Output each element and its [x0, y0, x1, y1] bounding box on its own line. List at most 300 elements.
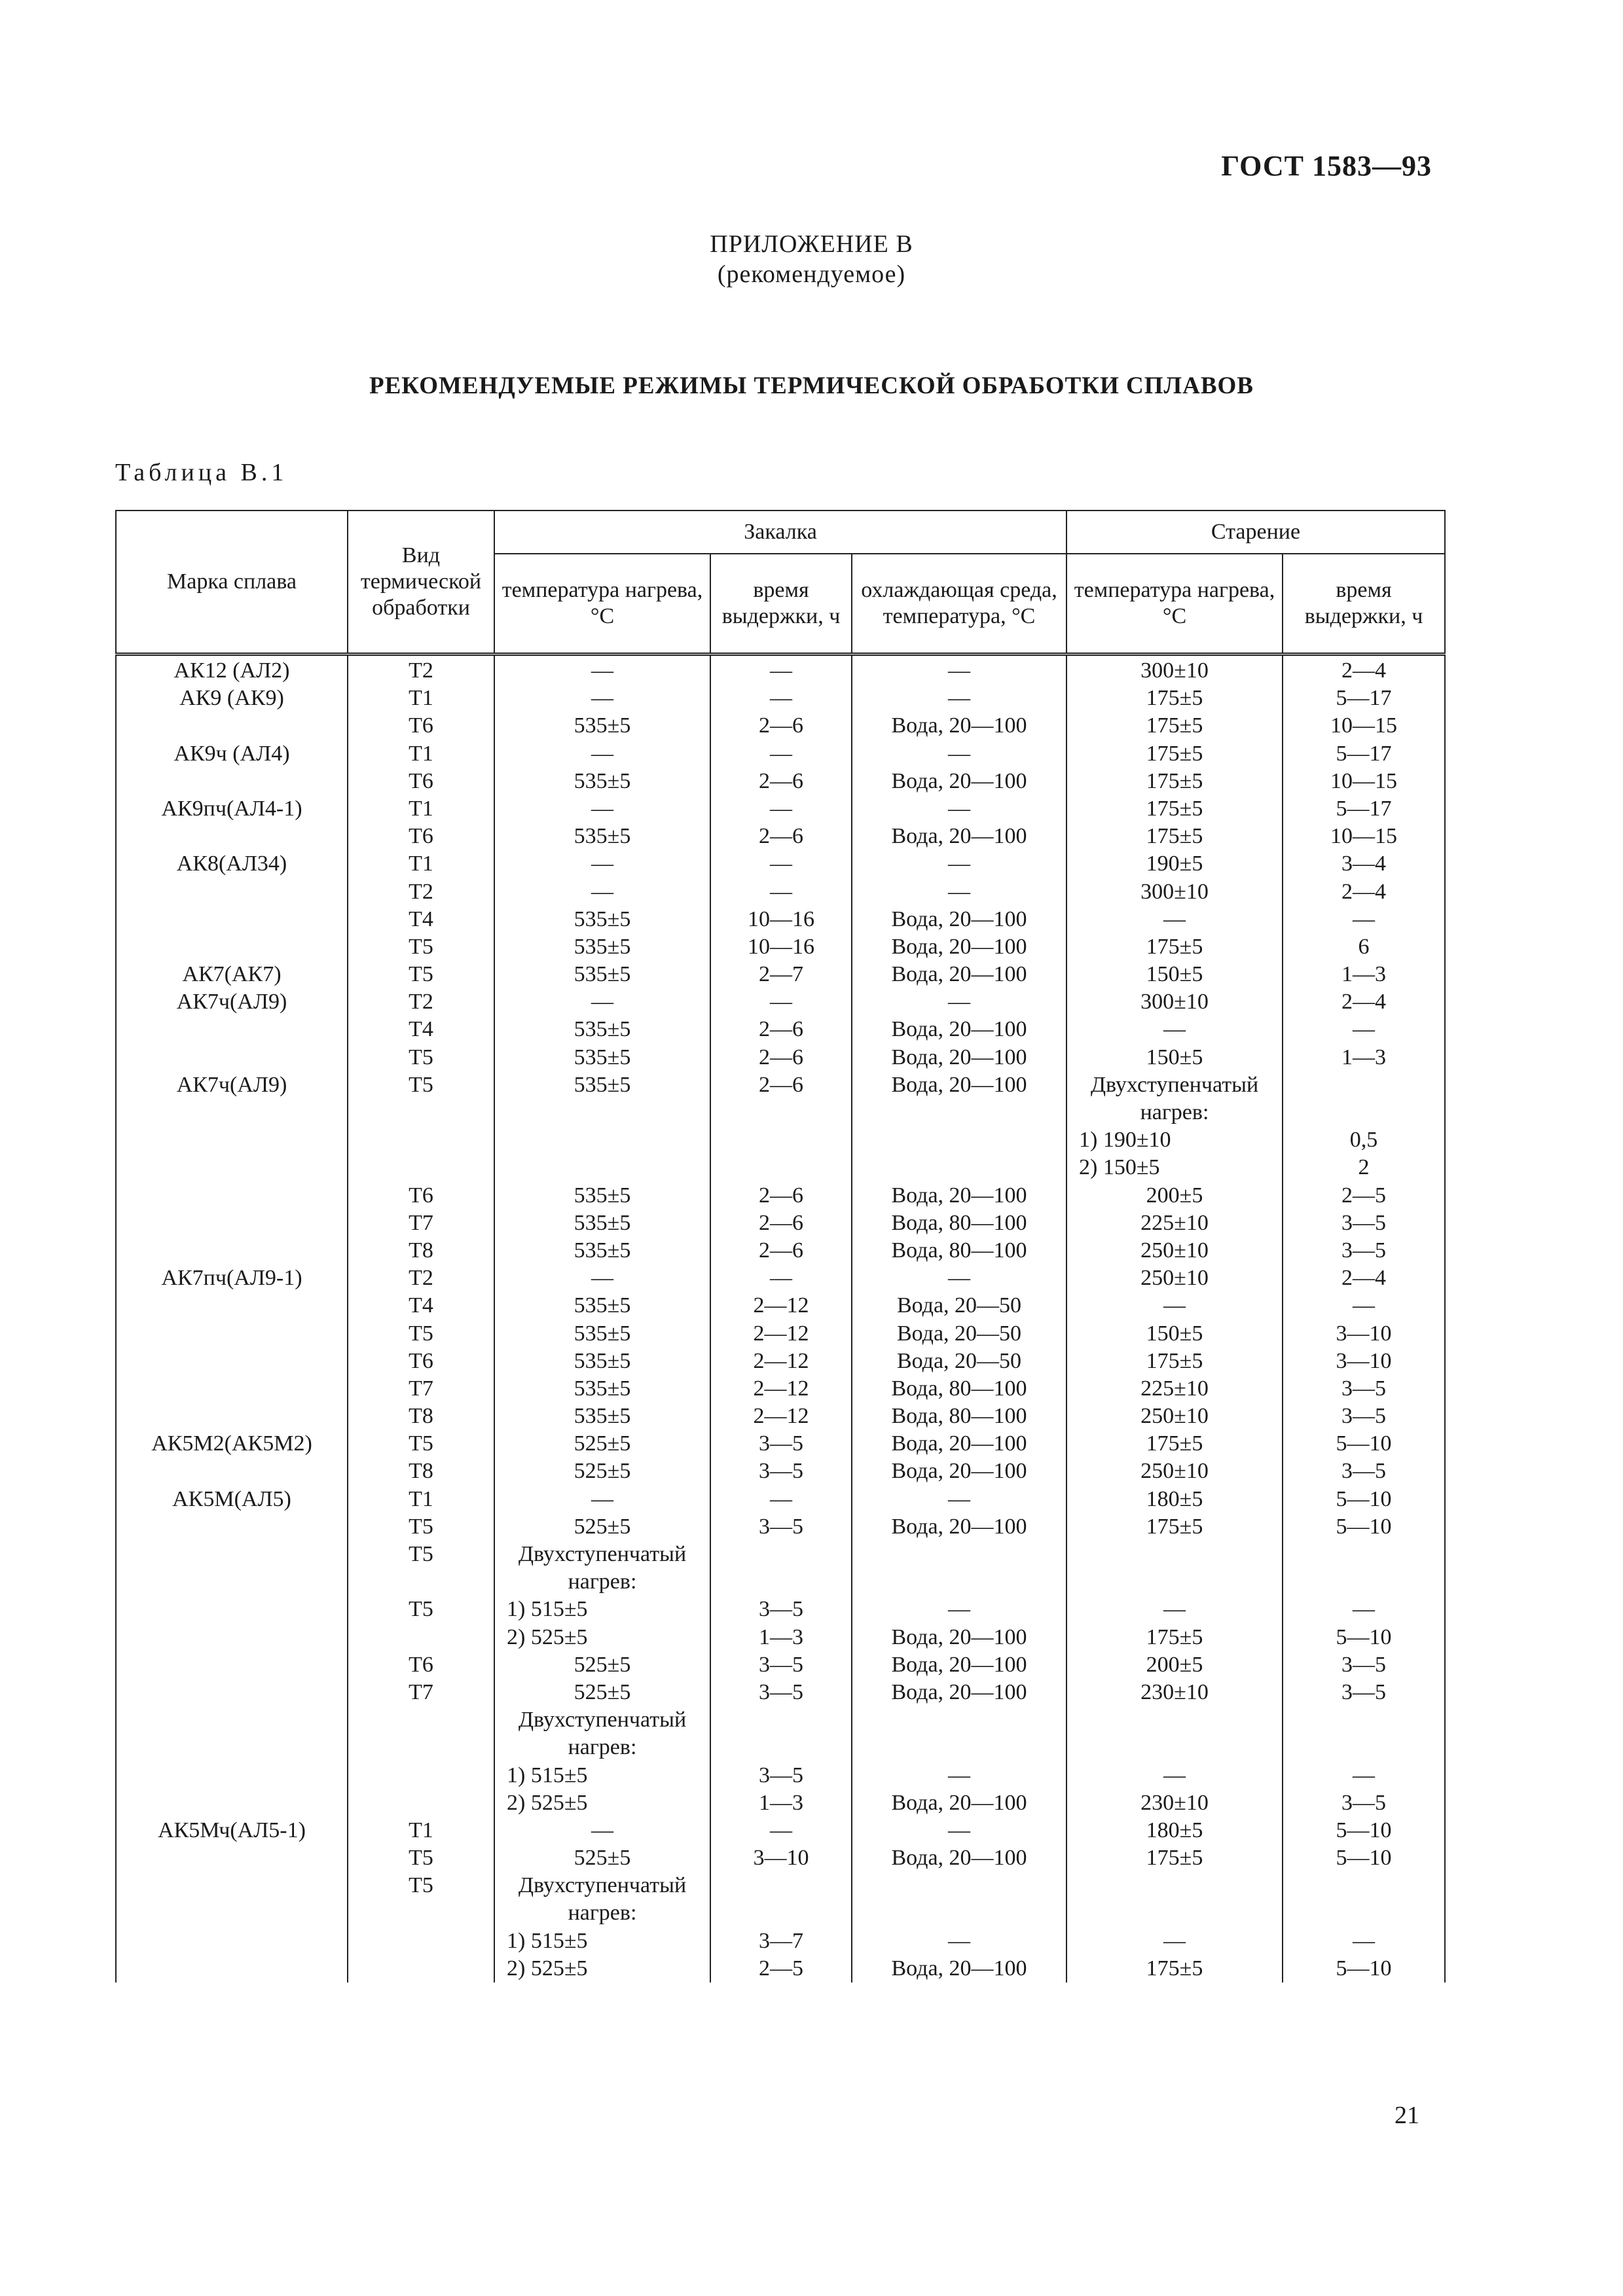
aging-temp-cell: 225±10 — [1067, 1375, 1283, 1403]
alloy-cell — [116, 823, 348, 850]
table-row — [116, 1403, 1445, 1430]
alloy-cell: АК9пч(АЛ4-1) — [116, 795, 348, 823]
treatment-cell: Т2 — [348, 988, 494, 1016]
quench-temp-cell: 525±5 — [494, 1679, 710, 1706]
alloy-cell — [116, 1099, 348, 1126]
table-row — [116, 1899, 1445, 1927]
aging-time-cell: 0,5 — [1283, 1126, 1445, 1154]
aging-temp-cell: 230±10 — [1067, 1679, 1283, 1706]
quench-medium-cell: — — [852, 740, 1067, 768]
treatment-cell: Т2 — [348, 878, 494, 906]
aging-temp-cell: 175±5 — [1067, 740, 1283, 768]
aging-temp-cell: 180±5 — [1067, 1817, 1283, 1844]
quench-temp-cell: нагрев: — [494, 1899, 710, 1927]
quench-medium-cell: Вода, 20—50 — [852, 1292, 1067, 1319]
treatment-cell: Т7 — [348, 1679, 494, 1706]
quench-temp-cell: 535±5 — [494, 1016, 710, 1043]
quench-temp-cell: 2) 525±5 — [494, 1789, 710, 1817]
aging-temp-cell: 150±5 — [1067, 1044, 1283, 1071]
alloy-cell — [116, 1872, 348, 1899]
treatment-cell: Т6 — [348, 768, 494, 795]
alloy-cell — [116, 1762, 348, 1789]
alloy-cell — [116, 1789, 348, 1817]
quench-medium-cell: — — [852, 1486, 1067, 1513]
alloy-cell — [116, 768, 348, 795]
quench-time-cell: 1—3 — [710, 1789, 852, 1817]
quench-medium-cell: Вода, 20—100 — [852, 712, 1067, 740]
quench-time-cell — [710, 1872, 852, 1899]
aging-time-cell: — — [1283, 1016, 1445, 1043]
aging-temp-cell: 200±5 — [1067, 1182, 1283, 1210]
quench-time-cell: 2—6 — [710, 1237, 852, 1265]
table-row — [116, 1624, 1445, 1651]
aging-temp-cell: 175±5 — [1067, 768, 1283, 795]
aging-time-cell — [1283, 1071, 1445, 1099]
aging-time-cell: 3—10 — [1283, 1320, 1445, 1348]
aging-time-cell: 10—15 — [1283, 712, 1445, 740]
quench-temp-cell: Двухступенчатый — [494, 1541, 710, 1568]
aging-time-cell: 5—10 — [1283, 1955, 1445, 1982]
aging-temp-cell: 225±10 — [1067, 1210, 1283, 1237]
alloy-cell: АК8(АЛ34) — [116, 850, 348, 878]
alloy-cell — [116, 1955, 348, 1982]
quench-temp-cell: 535±5 — [494, 1182, 710, 1210]
quench-medium-cell: Вода, 20—100 — [852, 1016, 1067, 1043]
heat-treatment-table — [115, 510, 1446, 1982]
page-title: РЕКОМЕНДУЕМЫЕ РЕЖИМЫ ТЕРМИЧЕСКОЙ ОБРАБОТКИ СПЛАВОВ — [369, 372, 1254, 399]
quench-temp-cell: — — [494, 655, 710, 685]
quench-temp-cell: 525±5 — [494, 1513, 710, 1541]
alloy-cell: АК9 (АК9) — [116, 685, 348, 712]
treatment-cell: Т8 — [348, 1237, 494, 1265]
treatment-cell: Т2 — [348, 1265, 494, 1292]
aging-temp-cell: — — [1067, 1596, 1283, 1623]
quench-medium-cell — [852, 1099, 1067, 1126]
alloy-cell — [116, 1734, 348, 1761]
aging-time-cell: — — [1283, 906, 1445, 933]
aging-temp-cell: 200±5 — [1067, 1651, 1283, 1679]
treatment-cell — [348, 1154, 494, 1181]
aging-time-cell: 3—5 — [1283, 1458, 1445, 1485]
table-row — [116, 1016, 1445, 1043]
quench-temp-cell: 535±5 — [494, 1375, 710, 1403]
alloy-cell — [116, 1348, 348, 1375]
alloy-cell — [116, 1375, 348, 1403]
table-row — [116, 1789, 1445, 1817]
alloy-cell — [116, 1844, 348, 1872]
treatment-cell: Т5 — [348, 1541, 494, 1568]
aging-temp-cell — [1067, 1872, 1283, 1899]
quench-medium-cell: — — [852, 1265, 1067, 1292]
alloy-cell — [116, 906, 348, 933]
aging-temp-cell: 175±5 — [1067, 933, 1283, 961]
appendix-heading — [0, 229, 1623, 289]
treatment-cell: Т5 — [348, 1430, 494, 1458]
quench-medium-cell: Вода, 20—100 — [852, 1071, 1067, 1099]
quench-temp-cell: — — [494, 878, 710, 906]
aging-temp-cell — [1067, 1706, 1283, 1734]
header-treatment: Вид термической обработки — [348, 511, 494, 655]
table-row — [116, 1679, 1445, 1706]
aging-temp-cell: 175±5 — [1067, 1513, 1283, 1541]
header-alloy: Марка сплава — [116, 511, 348, 655]
table-row — [116, 823, 1445, 850]
quench-time-cell: 2—12 — [710, 1348, 852, 1375]
aging-time-cell: — — [1283, 1596, 1445, 1623]
quench-time-cell: 3—10 — [710, 1844, 852, 1872]
quench-time-cell — [710, 1706, 852, 1734]
quench-time-cell: 2—12 — [710, 1292, 852, 1319]
aging-time-cell — [1283, 1734, 1445, 1761]
quench-temp-cell: Двухступенчатый — [494, 1872, 710, 1899]
treatment-cell: Т2 — [348, 655, 494, 685]
aging-temp-cell: — — [1067, 1928, 1283, 1955]
quench-time-cell: 2—7 — [710, 961, 852, 988]
alloy-cell — [116, 1044, 348, 1071]
quench-medium-cell: Вода, 20—100 — [852, 1513, 1067, 1541]
treatment-cell: Т4 — [348, 1292, 494, 1319]
quench-time-cell: 2—6 — [710, 768, 852, 795]
alloy-cell — [116, 1182, 348, 1210]
treatment-cell: Т4 — [348, 1016, 494, 1043]
quench-time-cell: — — [710, 1817, 852, 1844]
aging-temp-cell: 175±5 — [1067, 685, 1283, 712]
table-row — [116, 850, 1445, 878]
aging-time-cell: 2—4 — [1283, 655, 1445, 685]
aging-time-cell: 5—10 — [1283, 1817, 1445, 1844]
document-code: ГОСТ 1583—93 — [1221, 150, 1432, 182]
aging-time-cell: 5—10 — [1283, 1624, 1445, 1651]
alloy-cell — [116, 1568, 348, 1596]
treatment-cell — [348, 1568, 494, 1596]
table-row — [116, 1734, 1445, 1761]
quench-temp-cell: 535±5 — [494, 1403, 710, 1430]
aging-time-cell — [1283, 1899, 1445, 1927]
aging-temp-cell: 175±5 — [1067, 1348, 1283, 1375]
treatment-cell: Т6 — [348, 712, 494, 740]
quench-temp-cell: 2) 525±5 — [494, 1955, 710, 1982]
table-row — [116, 906, 1445, 933]
quench-time-cell: — — [710, 1486, 852, 1513]
aging-temp-cell — [1067, 1568, 1283, 1596]
aging-time-cell: 3—5 — [1283, 1403, 1445, 1430]
alloy-cell: АК5Мч(АЛ5-1) — [116, 1817, 348, 1844]
table-row — [116, 1182, 1445, 1210]
aging-time-cell: 2—4 — [1283, 878, 1445, 906]
quench-medium-cell: Вода, 20—100 — [852, 906, 1067, 933]
aging-temp-cell: 175±5 — [1067, 1430, 1283, 1458]
aging-temp-cell: Двухступенчатый — [1067, 1071, 1283, 1099]
aging-temp-cell: 250±10 — [1067, 1458, 1283, 1485]
alloy-cell — [116, 878, 348, 906]
quench-medium-cell — [852, 1706, 1067, 1734]
treatment-cell: Т5 — [348, 1844, 494, 1872]
header-aging-temp: температура нагрева, °С — [1067, 554, 1283, 655]
quench-temp-cell: 535±5 — [494, 1210, 710, 1237]
aging-time-cell: 10—15 — [1283, 768, 1445, 795]
treatment-cell: Т6 — [348, 823, 494, 850]
quench-temp-cell: — — [494, 740, 710, 768]
table-row — [116, 1154, 1445, 1181]
quench-temp-cell: 535±5 — [494, 712, 710, 740]
table-row — [116, 1568, 1445, 1596]
quench-medium-cell: — — [852, 878, 1067, 906]
treatment-cell: Т1 — [348, 740, 494, 768]
table-row — [116, 1348, 1445, 1375]
quench-medium-cell — [852, 1154, 1067, 1181]
aging-temp-cell: 230±10 — [1067, 1789, 1283, 1817]
alloy-cell — [116, 1928, 348, 1955]
treatment-cell: Т5 — [348, 961, 494, 988]
table-row — [116, 1099, 1445, 1126]
aging-temp-cell — [1067, 1734, 1283, 1761]
quench-temp-cell: — — [494, 1817, 710, 1844]
aging-time-cell — [1283, 1541, 1445, 1568]
alloy-cell — [116, 1651, 348, 1679]
quench-time-cell: 3—5 — [710, 1513, 852, 1541]
alloy-cell: АК12 (АЛ2) — [116, 655, 348, 685]
quench-time-cell: 3—5 — [710, 1458, 852, 1485]
treatment-cell: Т5 — [348, 1872, 494, 1899]
aging-temp-cell: нагрев: — [1067, 1099, 1283, 1126]
table-row — [116, 1955, 1445, 1982]
quench-time-cell: 3—7 — [710, 1928, 852, 1955]
table-row — [116, 685, 1445, 712]
treatment-cell: Т4 — [348, 906, 494, 933]
aging-time-cell: 5—10 — [1283, 1513, 1445, 1541]
header-quench-medium: охлаждающая среда, температура, °С — [852, 554, 1067, 655]
quench-temp-cell: — — [494, 685, 710, 712]
alloy-cell — [116, 1016, 348, 1043]
quench-medium-cell: — — [852, 685, 1067, 712]
table-row — [116, 933, 1445, 961]
table-row — [116, 988, 1445, 1016]
aging-time-cell: 3—5 — [1283, 1375, 1445, 1403]
alloy-cell — [116, 1403, 348, 1430]
quench-medium-cell: Вода, 20—100 — [852, 1789, 1067, 1817]
quench-temp-cell: 525±5 — [494, 1458, 710, 1485]
aging-time-cell: 5—10 — [1283, 1486, 1445, 1513]
quench-time-cell: — — [710, 850, 852, 878]
treatment-cell — [348, 1099, 494, 1126]
treatment-cell: Т5 — [348, 1320, 494, 1348]
quench-medium-cell: Вода, 20—100 — [852, 1955, 1067, 1982]
quench-time-cell: 1—3 — [710, 1624, 852, 1651]
quench-temp-cell: нагрев: — [494, 1568, 710, 1596]
table-row — [116, 1237, 1445, 1265]
aging-time-cell — [1283, 1706, 1445, 1734]
header-quench-temp: температура нагрева, °С — [494, 554, 710, 655]
quench-temp-cell: — — [494, 988, 710, 1016]
treatment-cell: Т1 — [348, 850, 494, 878]
aging-temp-cell: 250±10 — [1067, 1237, 1283, 1265]
quench-temp-cell: 535±5 — [494, 1237, 710, 1265]
quench-medium-cell: — — [852, 1817, 1067, 1844]
treatment-cell — [348, 1126, 494, 1154]
quench-time-cell: — — [710, 655, 852, 685]
quench-time-cell: — — [710, 740, 852, 768]
aging-temp-cell: 175±5 — [1067, 1624, 1283, 1651]
quench-medium-cell: Вода, 80—100 — [852, 1375, 1067, 1403]
quench-temp-cell: 525±5 — [494, 1430, 710, 1458]
table-row — [116, 1292, 1445, 1319]
quench-temp-cell — [494, 1099, 710, 1126]
quench-medium-cell — [852, 1872, 1067, 1899]
table-row — [116, 1844, 1445, 1872]
quench-medium-cell: Вода, 20—100 — [852, 1651, 1067, 1679]
aging-time-cell: 1—3 — [1283, 961, 1445, 988]
quench-medium-cell: — — [852, 1762, 1067, 1789]
quench-time-cell — [710, 1154, 852, 1181]
quench-medium-cell: Вода, 20—50 — [852, 1320, 1067, 1348]
aging-temp-cell: 300±10 — [1067, 878, 1283, 906]
alloy-cell: АК7пч(АЛ9-1) — [116, 1265, 348, 1292]
quench-temp-cell: нагрев: — [494, 1734, 710, 1761]
aging-time-cell: 3—5 — [1283, 1237, 1445, 1265]
aging-time-cell: 5—17 — [1283, 795, 1445, 823]
aging-temp-cell: 180±5 — [1067, 1486, 1283, 1513]
treatment-cell: Т6 — [348, 1182, 494, 1210]
table-row — [116, 878, 1445, 906]
treatment-cell: Т1 — [348, 685, 494, 712]
treatment-cell: Т1 — [348, 795, 494, 823]
alloy-cell: АК5М(АЛ5) — [116, 1486, 348, 1513]
table-caption: Таблица В.1 — [115, 459, 288, 486]
table-row — [116, 1872, 1445, 1899]
aging-time-cell: 3—5 — [1283, 1651, 1445, 1679]
aging-time-cell: 5—10 — [1283, 1430, 1445, 1458]
table-row — [116, 795, 1445, 823]
quench-time-cell — [710, 1541, 852, 1568]
header-quench-group: Закалка — [494, 511, 1067, 554]
table-row — [116, 1044, 1445, 1071]
alloy-cell — [116, 1292, 348, 1319]
quench-temp-cell: 535±5 — [494, 906, 710, 933]
treatment-cell: Т1 — [348, 1486, 494, 1513]
quench-time-cell: — — [710, 878, 852, 906]
aging-temp-cell: 190±5 — [1067, 850, 1283, 878]
quench-time-cell: 3—5 — [710, 1762, 852, 1789]
quench-medium-cell — [852, 1568, 1067, 1596]
quench-temp-cell: 1) 515±5 — [494, 1596, 710, 1623]
aging-time-cell: 3—5 — [1283, 1789, 1445, 1817]
alloy-cell — [116, 1458, 348, 1485]
aging-time-cell: 5—10 — [1283, 1844, 1445, 1872]
quench-time-cell: 2—5 — [710, 1955, 852, 1982]
table-row — [116, 961, 1445, 988]
quench-temp-cell: 535±5 — [494, 1348, 710, 1375]
quench-temp-cell: — — [494, 1486, 710, 1513]
treatment-cell: Т6 — [348, 1651, 494, 1679]
quench-medium-cell: Вода, 20—100 — [852, 1430, 1067, 1458]
quench-temp-cell: 535±5 — [494, 1292, 710, 1319]
quench-temp-cell: — — [494, 1265, 710, 1292]
quench-medium-cell: Вода, 20—100 — [852, 1679, 1067, 1706]
quench-medium-cell — [852, 1734, 1067, 1761]
table-row — [116, 1210, 1445, 1237]
aging-time-cell: 10—15 — [1283, 823, 1445, 850]
table-row — [116, 1071, 1445, 1099]
aging-time-cell: 3—4 — [1283, 850, 1445, 878]
aging-temp-cell: 175±5 — [1067, 1844, 1283, 1872]
alloy-cell — [116, 1320, 348, 1348]
quench-temp-cell: 535±5 — [494, 933, 710, 961]
quench-time-cell: 3—5 — [710, 1679, 852, 1706]
quench-time-cell: 2—6 — [710, 1071, 852, 1099]
table-row — [116, 712, 1445, 740]
table-row — [116, 740, 1445, 768]
aging-time-cell: 3—10 — [1283, 1348, 1445, 1375]
quench-time-cell: 2—6 — [710, 1210, 852, 1237]
treatment-cell — [348, 1928, 494, 1955]
alloy-cell — [116, 712, 348, 740]
table-row — [116, 1762, 1445, 1789]
alloy-cell — [116, 1154, 348, 1181]
quench-time-cell: — — [710, 988, 852, 1016]
table-row — [116, 1126, 1445, 1154]
treatment-cell: Т5 — [348, 1513, 494, 1541]
header-quench-time: время выдержки, ч — [710, 554, 852, 655]
quench-medium-cell: Вода, 20—100 — [852, 768, 1067, 795]
quench-time-cell: 2—6 — [710, 1182, 852, 1210]
quench-time-cell — [710, 1899, 852, 1927]
aging-temp-cell: 2) 150±5 — [1067, 1154, 1283, 1181]
table-row — [116, 1265, 1445, 1292]
quench-time-cell: 2—12 — [710, 1320, 852, 1348]
quench-time-cell: 3—5 — [710, 1651, 852, 1679]
quench-medium-cell: — — [852, 988, 1067, 1016]
aging-time-cell — [1283, 1872, 1445, 1899]
aging-temp-cell: 300±10 — [1067, 655, 1283, 685]
quench-time-cell: 10—16 — [710, 933, 852, 961]
quench-temp-cell: 535±5 — [494, 823, 710, 850]
appendix-title: ПРИЛОЖЕНИЕ В — [710, 230, 913, 258]
aging-time-cell: 1—3 — [1283, 1044, 1445, 1071]
table-row — [116, 1651, 1445, 1679]
aging-time-cell: — — [1283, 1292, 1445, 1319]
table-row — [116, 1430, 1445, 1458]
quench-temp-cell: 535±5 — [494, 768, 710, 795]
quench-medium-cell — [852, 1126, 1067, 1154]
aging-time-cell: 5—17 — [1283, 740, 1445, 768]
aging-temp-cell: — — [1067, 1292, 1283, 1319]
table-row — [116, 1541, 1445, 1568]
treatment-cell: Т8 — [348, 1403, 494, 1430]
alloy-cell: АК9ч (АЛ4) — [116, 740, 348, 768]
aging-time-cell: 2—5 — [1283, 1182, 1445, 1210]
alloy-cell — [116, 1237, 348, 1265]
alloy-cell: АК5М2(АК5М2) — [116, 1430, 348, 1458]
alloy-cell — [116, 1541, 348, 1568]
quench-medium-cell: Вода, 80—100 — [852, 1210, 1067, 1237]
treatment-cell: Т7 — [348, 1210, 494, 1237]
quench-time-cell: 2—12 — [710, 1403, 852, 1430]
aging-temp-cell: 1) 190±10 — [1067, 1126, 1283, 1154]
quench-time-cell — [710, 1568, 852, 1596]
header-aging-group: Старение — [1067, 511, 1445, 554]
quench-temp-cell: — — [494, 795, 710, 823]
alloy-cell: АК7(АК7) — [116, 961, 348, 988]
quench-medium-cell: Вода, 20—100 — [852, 1844, 1067, 1872]
quench-temp-cell — [494, 1126, 710, 1154]
quench-time-cell: — — [710, 795, 852, 823]
quench-temp-cell: 2) 525±5 — [494, 1624, 710, 1651]
alloy-cell — [116, 933, 348, 961]
quench-medium-cell: — — [852, 795, 1067, 823]
treatment-cell: Т1 — [348, 1817, 494, 1844]
aging-time-cell: 3—5 — [1283, 1210, 1445, 1237]
quench-temp-cell: — — [494, 850, 710, 878]
